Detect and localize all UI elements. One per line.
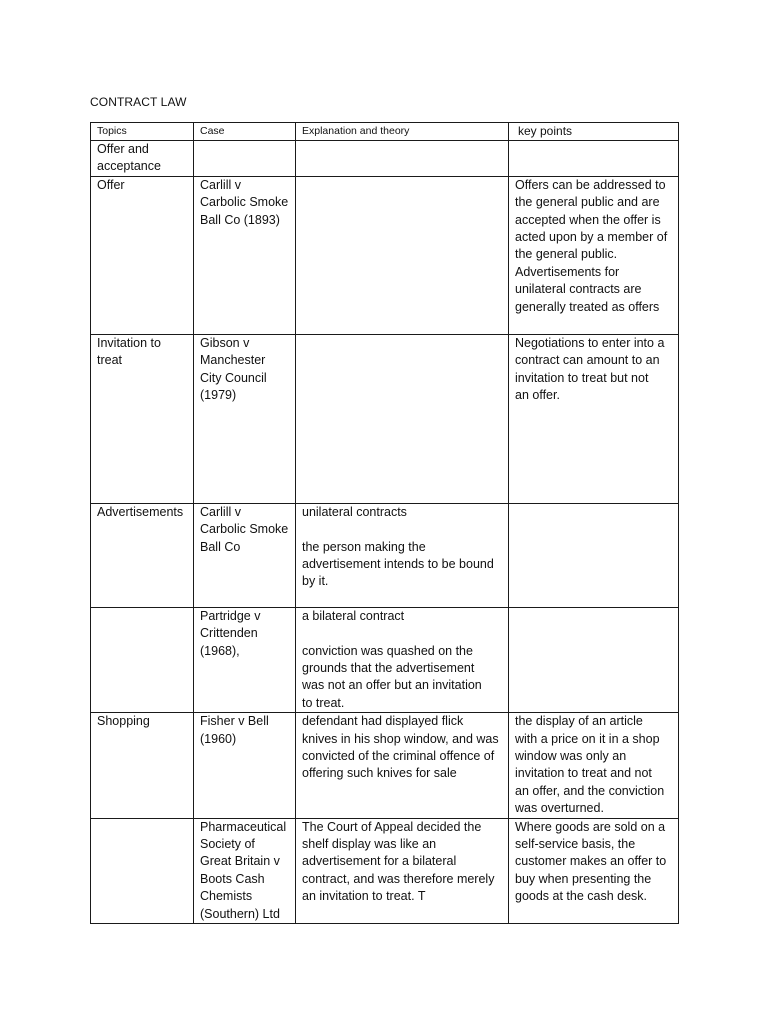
table-row	[91, 141, 679, 177]
table-header-row	[91, 123, 679, 141]
explanation-cell	[296, 334, 509, 503]
contract-law-table	[90, 122, 679, 924]
case-cell-text: Carlill v Carbolic Smoke Ball Co	[200, 504, 289, 554]
case-cell	[194, 176, 296, 334]
explanation-paragraph: defendant had displayed flick knives in his shop window, and was convicted of the criminal offence of offering such knives for sale	[302, 714, 499, 781]
key-points-cell	[509, 607, 679, 712]
explanation-cell	[296, 607, 509, 712]
header-key-points: key points	[509, 123, 679, 141]
case-cell	[194, 503, 296, 607]
table-body	[91, 141, 679, 924]
table-row	[91, 176, 679, 334]
topic-cell	[91, 141, 194, 177]
case-cell	[194, 607, 296, 712]
explanation-paragraph: conviction was quashed on the grounds that the advertisement was not an offer but an invitation to treat.	[302, 643, 482, 710]
case-cell-text: Carlill v Carbolic Smoke Ball Co (1893)	[200, 177, 289, 227]
key-points-cell	[509, 818, 679, 923]
topic-cell	[91, 176, 194, 334]
header-topics: Topics	[91, 123, 194, 141]
topic-cell	[91, 818, 194, 923]
table-row	[91, 713, 679, 818]
key-points-cell	[509, 141, 679, 177]
explanation-cell	[296, 713, 509, 818]
table-row	[91, 334, 679, 503]
explanation-cell	[296, 503, 509, 607]
case-cell	[194, 141, 296, 177]
explanation-cell	[296, 818, 509, 923]
table-row	[91, 503, 679, 607]
topic-cell	[91, 334, 194, 503]
key-points-cell	[509, 334, 679, 503]
case-cell-text: Fisher v Bell (1960)	[200, 714, 269, 746]
topic-cell-text: Offer	[97, 177, 125, 192]
table-row	[91, 818, 679, 923]
topic-cell	[91, 713, 194, 818]
key-points-cell	[509, 176, 679, 334]
topic-cell	[91, 607, 194, 712]
topic-cell-text: Invitation to treat	[97, 335, 161, 368]
case-cell	[194, 334, 296, 503]
document-title: CONTRACT LAW	[90, 95, 187, 109]
explanation-paragraph: a bilateral contract	[302, 608, 405, 623]
key-points-cell-text: Negotiations to enter into a contract can amount to an invitation to treat but not an offer.	[515, 335, 665, 403]
explanation-paragraph: unilateral contracts	[302, 504, 407, 519]
key-points-cell	[509, 503, 679, 607]
table-row	[91, 607, 679, 712]
explanation-paragraph: The Court of Appeal decided the shelf display was like an advertisement for a bilateral contract, and was therefore merely an invitation to treat. T	[302, 819, 495, 904]
topic-cell-text: Shopping	[97, 714, 150, 729]
key-points-cell	[509, 713, 679, 818]
topic-cell-text: Advertisements	[97, 504, 184, 519]
key-points-cell-text: the display of an article with a price on it in a shop window was only an invitation to treat and not an offer, and the conviction was overturned.	[515, 714, 665, 816]
case-cell-text: Gibson v Manchester City Council (1979)	[200, 335, 267, 403]
topic-cell	[91, 503, 194, 607]
case-cell-text: Partridge v Crittenden (1968),	[200, 608, 261, 658]
header-case: Case	[194, 123, 296, 141]
key-points-cell-text: Offers can be addressed to the general public and are accepted when the offer is acted upon by a member of the general public. Advertisements for unilateral contracts are generally treated as offers	[515, 177, 668, 314]
case-cell	[194, 713, 296, 818]
header-explanation: Explanation and theory	[296, 123, 509, 141]
explanation-cell	[296, 141, 509, 177]
case-cell	[194, 818, 296, 923]
topic-cell-text: Offer and acceptance	[97, 142, 161, 174]
case-cell-text: Pharmaceutical Society of Great Britain v Boots Cash Chemists (Southern) Ltd	[200, 819, 287, 921]
explanation-cell	[296, 176, 509, 334]
key-points-cell-text: Where goods are sold on a self-service basis, the customer makes an offer to buy when presenting the goods at the cash desk.	[515, 819, 667, 904]
explanation-paragraph: the person making the advertisement intends to be bound by it.	[302, 539, 494, 589]
